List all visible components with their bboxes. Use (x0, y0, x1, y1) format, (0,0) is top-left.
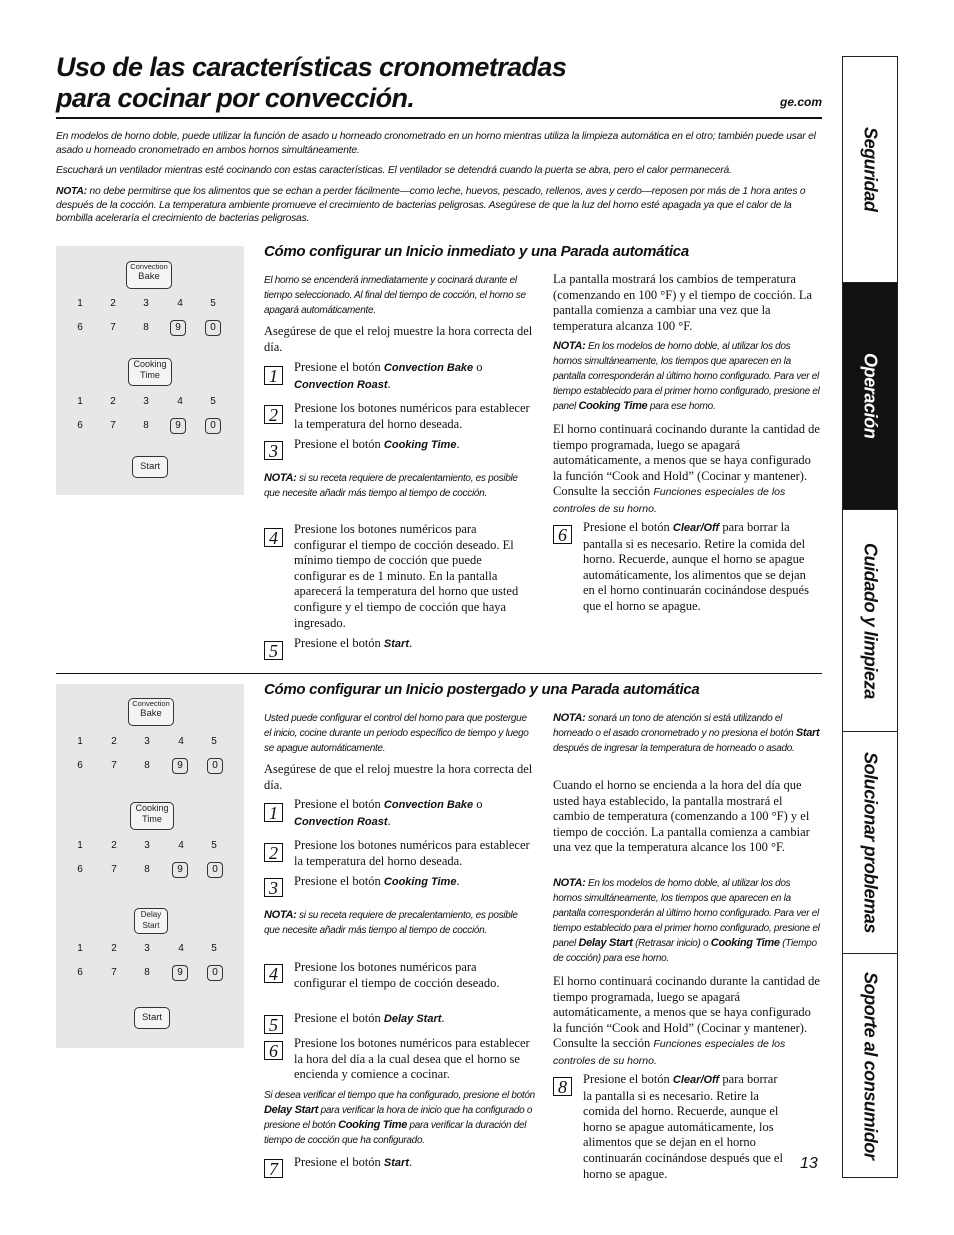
intro-note (56, 185, 816, 226)
key-7: 7 (110, 322, 116, 333)
s1-step-1: Presione el botón Convection Bake o Convection Roast. (294, 360, 483, 391)
section-2-heading: Cómo configurar un Inicio postergado y una Parada automática (264, 681, 700, 698)
s1-step-3: Presione el botón Cooking Time. (294, 437, 460, 451)
s2-right-note-2: NOTA: En los modelos de horno doble, al utilizar los dos hornos simultáneamente, los tiempos que aparecen en la pantalla corresponderán al último horno configurado. Para ver el tiempo establecido para el primer horno configurado, presione el panel Delay Start (Retrasar inicio) o Cooking Time (Tiempo de cocción) para ese horno. (553, 877, 820, 964)
section-tabs (842, 56, 898, 1178)
s1-step-4: Presione los botones numéricos para configurar el tiempo de cocción deseado. El mínimo tiempo de cocción que puede configurar es de 1 minuto. En la pantalla aparecerá la temperatura del horno que usted configure y el tiempo de cocción que haya ingresado. (294, 522, 519, 630)
key-0: 0 (207, 862, 223, 878)
key-6: 6 (77, 322, 83, 333)
cooking-time-key: Cooking Time (128, 358, 172, 386)
s1-step-6: Presione el botón Clear/Off para borrar la pantalla si es necesario. Retire la comida del horno. Recuerde, aunque el horno se apague automáticamente, los alimentos que se dejan en el horno continuarán cocinándose después que el horno se apague. (583, 520, 809, 613)
s1-clock: Asegúrese de que el reloj muestre la hora correcta del día. (264, 324, 533, 354)
key-9: 9 (172, 862, 188, 878)
s1-step-5: Presione el botón Start. (294, 636, 413, 650)
key-1: 1 (77, 736, 83, 747)
key-2: 2 (110, 298, 116, 309)
s2-right-note-1: NOTA: sonará un tono de atención si está utilizando el horneado o el asado cronometrado y no presiona el botón Start después de ingresar la temperatura de horneado o asado. (553, 712, 820, 754)
key-0: 0 (207, 965, 223, 981)
key-7: 7 (110, 420, 116, 431)
key-4: 4 (178, 943, 184, 954)
step-5-number: 5 (264, 641, 283, 660)
key-6: 6 (77, 420, 83, 431)
tab-solucionar-problemas[interactable]: Solucionar problemas (843, 732, 897, 954)
key-8: 8 (144, 760, 150, 771)
s1-display-text: La pantalla mostrará los cambios de temperatura (comenzando en 100 °F) y el tiempo de cocción. La pantalla comienza a cambiar una vez que la temperatura alcanza 100 °F. (553, 272, 813, 333)
key-9: 9 (170, 320, 186, 336)
step-6-number: 6 (264, 1041, 283, 1060)
key-3: 3 (143, 396, 149, 407)
key-9: 9 (170, 418, 186, 434)
step-8-number: 8 (553, 1077, 572, 1096)
intro-note-label: NOTA: (56, 186, 87, 197)
s2-oven-on-text: Cuando el horno se encienda a la hora del día que usted haya establecido, la pantalla mostrará el cambio de temperatura (comenzando a 100 °F) y el tiempo de cocción. La pantalla comienza a cambiar una vez que la temperatura alcance los 100 °F. (553, 778, 810, 855)
site-link[interactable]: ge.com (779, 95, 822, 109)
key-5: 5 (210, 396, 216, 407)
key-0: 0 (205, 418, 221, 434)
s2-intro: Usted puede configurar el control del horno para que postergue el inicio, cocine durante un periodo específico de tiempo y luego se apague automáticamente. (264, 713, 529, 754)
intro-note-text: no debe permitirse que los alimentos que se echan a perder fácilmente—como leche, huevos, pescado, rellenos, aves y cerdo—reposen por más de 1 hora antes o después de la cocción. La temperatura ambiente promueve el crecimiento de bacterias peligrosas. Asegúrese de que la luz del horno esté apagada ya que el calor de la bombilla aceleraría el crecimiento de bacterias peligrosas. (56, 186, 806, 224)
start-key: Start (132, 456, 168, 478)
step-3-number: 3 (264, 441, 283, 460)
key-5: 5 (211, 840, 217, 851)
step-3-number: 3 (264, 878, 283, 897)
key-2: 2 (110, 396, 116, 407)
key-4: 4 (178, 840, 184, 851)
key-6: 6 (77, 967, 83, 978)
key-2: 2 (111, 736, 117, 747)
intro-paragraph-1: En modelos de horno doble, puede utilizar la función de asado u horneado cronometrado en un horno mientras utiliza la limpieza automática en el otro; también puede usar el asado u horneado cronometrado en ambos hornos simultáneamente. (56, 131, 816, 156)
step-5-number: 5 (264, 1015, 283, 1034)
page-title-line1: Uso de las características cronometradas (56, 52, 567, 82)
key-2: 2 (111, 943, 117, 954)
s1-step-2: Presione los botones numéricos para establecer la temperatura del horno deseada. (294, 401, 530, 431)
key-8: 8 (143, 322, 149, 333)
key-8: 8 (144, 967, 150, 978)
step-2-number: 2 (264, 405, 283, 424)
tab-cuidado-y-limpieza[interactable]: Cuidado y limpieza (843, 510, 897, 732)
control-panel-illustration-2 (56, 684, 244, 1048)
s2-step-8: Presione el botón Clear/Off para borrar la pantalla si es necesario. Retire la comida del horno. Recuerde, aunque el horno se apague automáticamente, los alimentos que se dejan en el horno continuarán cocinándose después que el horno se apague. (583, 1072, 783, 1181)
key-3: 3 (144, 840, 150, 851)
start-key: Start (134, 1007, 170, 1029)
convection-bake-key: Convection Bake (126, 261, 172, 289)
key-4: 4 (177, 396, 183, 407)
s1-right-note: NOTA: En los modelos de horno doble, al utilizar los dos hornos simultáneamente, los tiempos que aparecen en la pantalla corresponderán al último horno configurado. Para ver el tiempo establecido para el primer horno configurado, presione el panel Cooking Time para ese horno. (553, 340, 820, 412)
key-4: 4 (178, 736, 184, 747)
tab-seguridad[interactable]: Seguridad (843, 57, 897, 283)
s2-step-7: Presione el botón Start. (294, 1155, 413, 1169)
key-9: 9 (172, 965, 188, 981)
page-title (56, 52, 676, 114)
step-1-number: 1 (264, 366, 283, 385)
key-6: 6 (77, 760, 83, 771)
s1-intro: El horno se encenderá inmediatamente y cocinará durante el tiempo seleccionado. Al final del tiempo de cocción, el horno se apagará automáticamente. (264, 275, 526, 316)
delay-start-key: Delay Start (134, 908, 168, 934)
key-0: 0 (205, 320, 221, 336)
header-rule (56, 117, 822, 119)
key-8: 8 (144, 864, 150, 875)
key-0: 0 (207, 758, 223, 774)
intro-paragraph-2: Escuchará un ventilador mientras esté cocinando con estas características. El ventilador se detendrá cuando la puerta se abra, pero el calor permanecerá. (56, 165, 732, 176)
key-5: 5 (211, 943, 217, 954)
section-divider (56, 673, 822, 674)
key-8: 8 (143, 420, 149, 431)
s2-step-4: Presione los botones numéricos para configurar el tiempo de cocción deseado. (294, 960, 500, 990)
step-7-number: 7 (264, 1159, 283, 1178)
key-2: 2 (111, 840, 117, 851)
s2-step-3: Presione el botón Cooking Time. (294, 874, 460, 888)
control-panel-illustration-1 (56, 246, 244, 495)
page-number: 13 (800, 1155, 818, 1172)
s2-step-1: Presione el botón Convection Bake o Convection Roast. (294, 797, 483, 828)
step-4-number: 4 (264, 528, 283, 547)
key-3: 3 (143, 298, 149, 309)
s2-continue-text: El horno continuará cocinando durante la cantidad de tiempo programada, luego se apagará automáticamente, a menos que se haya configurado la función “Cook and Hold” (Cocinar y mantener). Consulte la sección Funciones especiales de los controles de su horno. (553, 974, 820, 1067)
key-1: 1 (77, 396, 83, 407)
step-4-number: 4 (264, 964, 283, 983)
s2-clock: Asegúrese de que el reloj muestre la hora correcta del día. (264, 762, 533, 792)
key-7: 7 (111, 967, 117, 978)
page-title-line2: para cocinar por convección. (56, 83, 415, 113)
cooking-time-key: Cooking Time (130, 802, 174, 830)
s2-verify-note: Si desea verificar el tiempo que ha configurado, presione el botón Delay Start para verificar la hora de inicio que ha configurado o presione el botón Cooking Time para verificar la duración del tiempo de cocción que ha configurado. (264, 1090, 535, 1146)
key-3: 3 (144, 943, 150, 954)
s2-step-6: Presione los botones numéricos para establecer la hora del día a la cual desea que el horno se encienda y comience a cocinar. (294, 1036, 530, 1082)
key-1: 1 (77, 943, 83, 954)
key-7: 7 (111, 760, 117, 771)
s1-note: NOTA: si su receta requiere de precalentamiento, es posible que necesite añadir más tiempo al tiempo de cocción. (264, 472, 518, 499)
key-9: 9 (172, 758, 188, 774)
step-1-number: 1 (264, 803, 283, 822)
key-3: 3 (144, 736, 150, 747)
key-4: 4 (177, 298, 183, 309)
key-1: 1 (77, 298, 83, 309)
convection-bake-key: Convection Bake (128, 698, 174, 726)
s2-step-2: Presione los botones numéricos para establecer la temperatura del horno deseada. (294, 838, 530, 868)
key-1: 1 (77, 840, 83, 851)
key-6: 6 (77, 864, 83, 875)
key-5: 5 (210, 298, 216, 309)
key-5: 5 (211, 736, 217, 747)
section-1-heading: Cómo configurar un Inicio inmediato y una Parada automática (264, 243, 689, 260)
s1-continue-text: El horno continuará cocinando durante la cantidad de tiempo programada, luego se apagará automáticamente, a menos que se haya configurado la función “Cook and Hold” (Cocinar y mantener). Consulte la sección Funciones especiales de los controles de su horno. (553, 422, 820, 515)
tab-operacion[interactable]: Operación (843, 283, 897, 510)
key-7: 7 (111, 864, 117, 875)
s2-step-5: Presione el botón Delay Start. (294, 1011, 445, 1025)
tab-soporte-al-consumidor[interactable]: Soporte al consumidor (860, 971, 881, 1160)
s2-note: NOTA: si su receta requiere de precalentamiento, es posible que necesite añadir más tiempo al tiempo de cocción. (264, 909, 518, 936)
step-6-number: 6 (553, 525, 572, 544)
step-2-number: 2 (264, 843, 283, 862)
